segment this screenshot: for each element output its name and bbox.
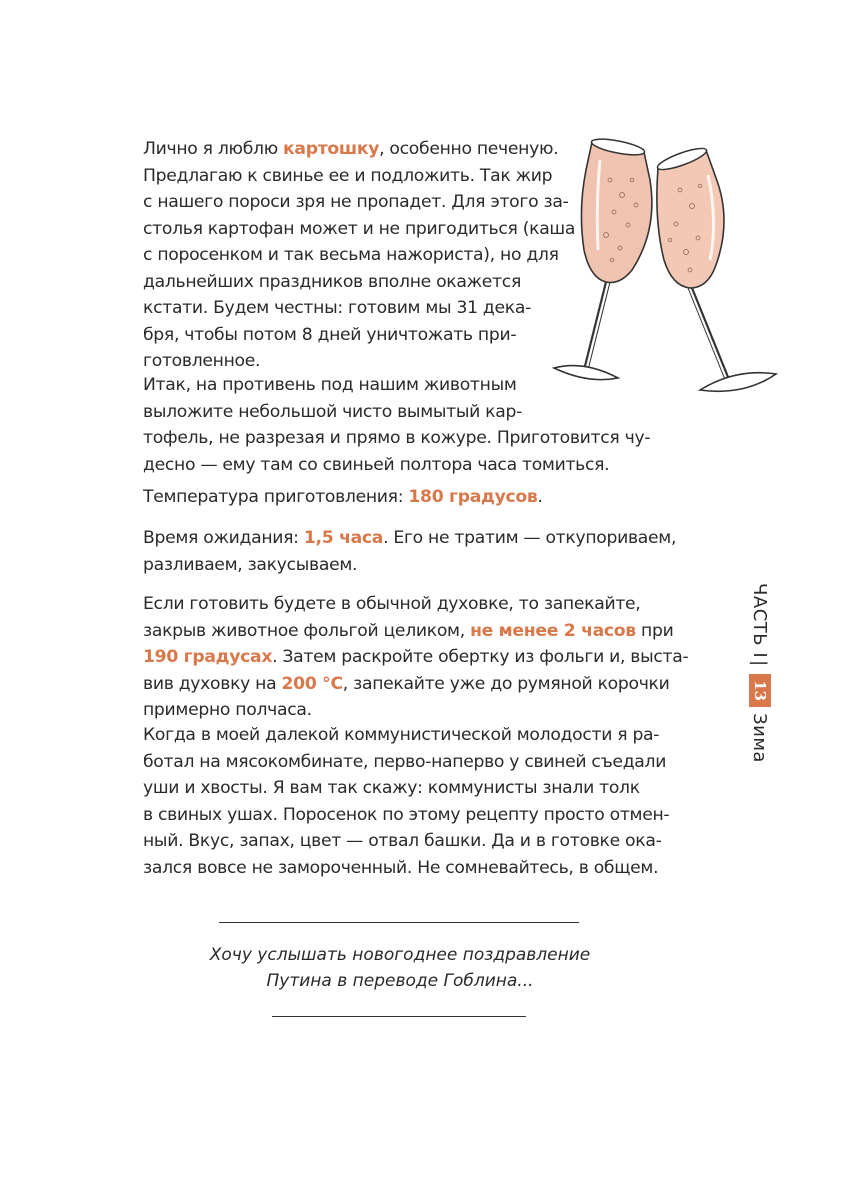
text-segment: с поросенком и так весьма нажориста), но для: [143, 245, 559, 265]
text-line: [143, 189, 575, 216]
quote-line-2: Путина в переводе Гоблина...: [266, 971, 534, 991]
text-line: [143, 452, 650, 479]
highlighted-text: 180 градусов: [408, 487, 538, 507]
text-segment: готовленное.: [143, 351, 261, 371]
part-label: ЧАСТЬ I: [749, 583, 771, 659]
left-glass: [554, 136, 652, 380]
text-line: [143, 644, 688, 671]
text-line: [143, 242, 575, 269]
highlighted-text: 190 градусах: [143, 647, 273, 667]
text-line: [143, 322, 575, 349]
text-line: [143, 855, 669, 882]
quote-rule-bottom: [272, 1016, 526, 1017]
text-line: [143, 136, 575, 163]
text-segment: . Затем раскройте обертку из фольги и, выста-: [272, 647, 689, 667]
text-segment: Если готовить будете в обычной духовке, то запекайте,: [143, 594, 641, 614]
text-segment: .: [537, 487, 543, 507]
text-segment: бря, чтобы потом 8 дней уничтожать при-: [143, 324, 517, 345]
highlighted-text: 200 °С: [281, 673, 343, 694]
side-running-header: [742, 578, 778, 768]
text-segment: тофель, не разрезая и прямо в кожуре. Приготовится чу-: [143, 428, 651, 448]
text-segment: , особенно печеную.: [379, 139, 559, 159]
text-segment: с нашего пороси зря не пропадет. Для этого за-: [143, 192, 569, 212]
text-segment: закрыв животное фольгой целиком,: [143, 620, 471, 641]
text-segment: , запекайте уже до румяной корочки: [342, 673, 670, 694]
paragraph-memories: [143, 722, 669, 881]
text-line: [143, 484, 543, 511]
paragraph-oven: [143, 591, 688, 724]
text-segment: кстати. Будем честны: готовим мы 31 дека-: [143, 298, 531, 318]
text-line: [143, 216, 575, 243]
text-line: [143, 802, 669, 829]
text-line: [143, 269, 575, 296]
text-line: [143, 697, 688, 724]
text-segment: Лично я люблю: [143, 139, 284, 159]
text-segment: столья картофан может и не пригодиться (каша: [143, 218, 576, 239]
text-segment: при: [635, 620, 674, 641]
highlighted-text: картошку: [283, 139, 380, 159]
text-line: [143, 552, 676, 579]
text-segment: Температура приготовления:: [143, 487, 409, 507]
highlighted-text: не менее 2 часов: [470, 620, 636, 641]
highlighted-text: 1,5 часа: [303, 528, 384, 548]
right-glass: [656, 144, 776, 391]
paragraph-waiting-time: [143, 525, 676, 578]
text-line: [143, 775, 669, 802]
paragraph-temperature: [143, 484, 543, 511]
text-segment: зался вовсе не замороченный. Не сомневайтесь, в общем.: [143, 857, 659, 878]
quote-line-1: Хочу услышать новогоднее поздравление: [209, 945, 591, 965]
page-number: 13: [749, 674, 771, 707]
text-segment: Время ожидания:: [143, 528, 304, 548]
text-segment: вив духовку на: [143, 673, 282, 694]
text-line: [143, 749, 669, 776]
text-line: [143, 425, 650, 452]
paragraph-potatoes: [143, 136, 575, 375]
text-segment: десно — ему там со свиньей полтора часа томиться.: [143, 454, 610, 475]
text-line: [143, 828, 669, 855]
text-segment: Предлагаю к свинье ее и подложить. Так жир: [143, 165, 553, 186]
text-segment: выложите небольшой чисто вымытый кар-: [143, 401, 522, 422]
text-segment: разливаем, закусываем.: [143, 554, 358, 575]
text-segment: ный. Вкус, запах, цвет — отвал башки. Да и в готовке ока-: [143, 831, 662, 851]
separator: |: [749, 660, 771, 667]
text-segment: в свиных ушах. Поросенок по этому рецепту просто отмен-: [143, 804, 670, 825]
text-segment: Итак, на противень под нашим животным: [143, 375, 517, 395]
text-line: [143, 163, 575, 190]
section-label: Зима: [749, 713, 771, 763]
text-segment: ботал на мясокомбинате, перво-наперво у свиней съедали: [143, 751, 667, 772]
champagne-glasses-illustration: [540, 120, 790, 420]
quote-rule-top: [219, 922, 579, 923]
text-segment: дальнейших праздников вполне окажется: [143, 271, 521, 292]
text-line: [143, 671, 688, 698]
text-line: [143, 722, 669, 749]
text-segment: примерно полчаса.: [143, 700, 312, 720]
text-segment: Когда в моей далекой коммунистической молодости я ра-: [143, 725, 660, 745]
text-line: [143, 591, 688, 618]
quote: [150, 942, 650, 994]
text-segment: . Его не тратим — откупориваем,: [383, 528, 677, 548]
text-line: [143, 618, 688, 645]
text-line: [143, 348, 575, 375]
text-line: [143, 295, 575, 322]
text-line: [143, 525, 676, 552]
text-segment: уши и хвосты. Я вам так скажу: коммунисты знали толк: [143, 778, 640, 798]
